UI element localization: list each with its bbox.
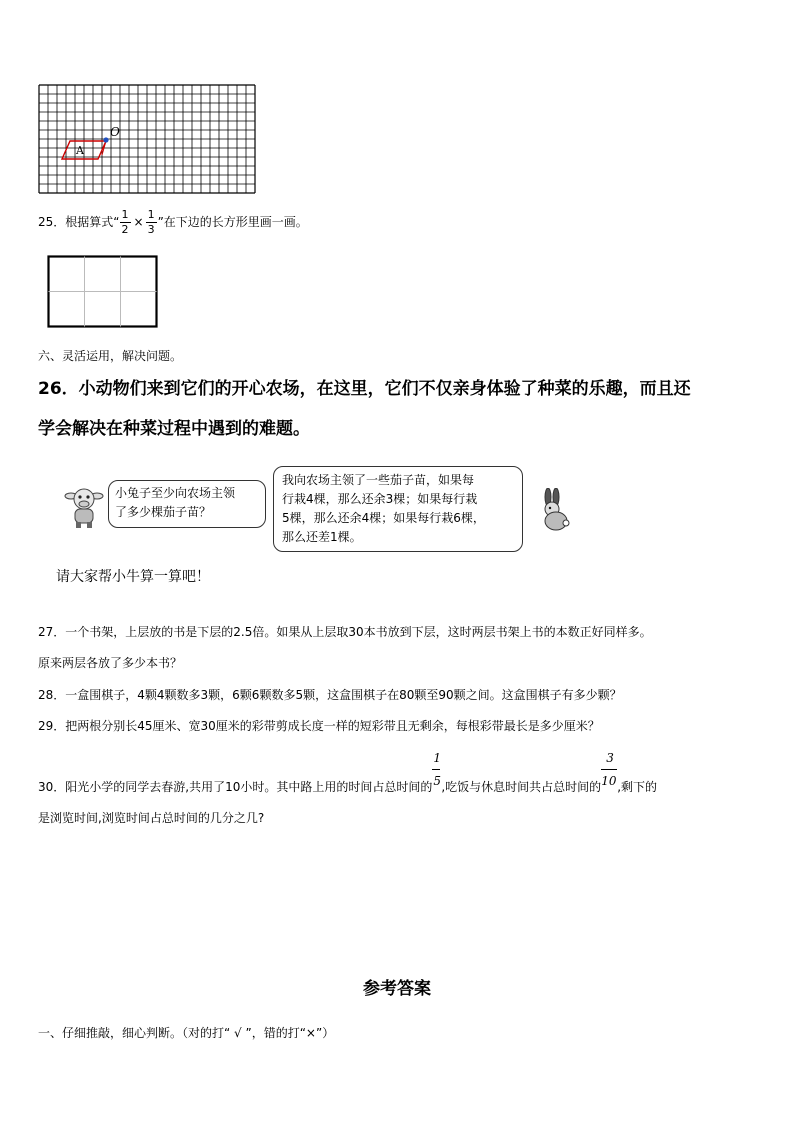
shape-label: A — [76, 144, 84, 157]
q30-line-1 — [38, 751, 658, 794]
q30-line-2: 是浏览时间,浏览时间占总时间的几分之几? — [38, 811, 265, 825]
section-6-heading: 六、灵活运用，解决问题。 — [38, 349, 183, 363]
calf-icon — [64, 486, 104, 530]
origin-label: O — [110, 125, 120, 139]
q26-line-2: 学会解决在种菜过程中遇到的难题。 — [38, 419, 310, 439]
point-o — [103, 137, 108, 142]
section-1-heading: 一、仔细推敲，细心判断。（对的打“ √ ”，错的打“×”） — [38, 1026, 335, 1040]
q25-suffix: ”在下边的长方形里画一画。 — [157, 215, 308, 229]
q30-part-2: ,吃饭与休息时间共占总时间的 — [441, 780, 602, 794]
q26-line-1: 26．小动物们来到它们的开心农场，在这里，它们不仅亲身体验了种菜的乐趣，而且还 — [38, 379, 691, 399]
q27-line-1: 27．一个书架，上层放的书是下层的2.5倍。如果从上层取30本书放到下层，这时两层书架上书的本数正好同样多。 — [38, 625, 652, 639]
answers-title: 参考答案 — [363, 979, 431, 999]
q29-text: 29．把两根分别长45厘米、宽30厘米的彩带剪成长度一样的短彩带且无剩余，每根彩带最长是多少厘米？ — [38, 719, 600, 733]
rabbit-icon — [536, 488, 572, 532]
question-25 — [38, 208, 308, 237]
speech-bubble-calf: 小兔子至少向农场主领 了多少棵茄子苗？ — [108, 480, 266, 528]
grid-lines — [39, 85, 255, 193]
q30-fraction-1: $\frac{1}{5}$ — [433, 751, 441, 788]
drawing-rectangle — [47, 255, 159, 329]
q25-prefix: 25．根据算式“ — [38, 215, 120, 229]
q30-part-1: 30．阳光小学的同学去春游,共用了10小时。其中路上用的时间占总时间的 — [38, 780, 433, 794]
q28-text: 28．一盒围棋子，4颗4颗数多3颗，6颗6颗数多5颗，这盒围棋子在80颗至90颗之间。这盒围棋子有多少颗？ — [38, 688, 622, 702]
q27-line-2: 原来两层各放了多少本书？ — [38, 656, 183, 670]
q30-part-3: ,剩下的 — [617, 780, 658, 794]
q25-fraction-2: 1 3 — [147, 207, 155, 236]
grid-figure — [38, 84, 258, 194]
q26-caption: 请大家帮小牛算一算吧！ — [56, 569, 210, 585]
speech-bubble-rabbit: 我向农场主领了一些茄子苗，如果每 行栽4棵，那么还余3棵；如果每行栽 5棵，那么还余4棵；如果每行栽6棵， 那么还差1棵。 — [273, 466, 523, 552]
q25-times: × — [133, 215, 144, 229]
q30-fraction-2: $\frac{3}{10}$ — [601, 751, 617, 788]
q25-fraction-1: 1 2 — [121, 207, 129, 236]
